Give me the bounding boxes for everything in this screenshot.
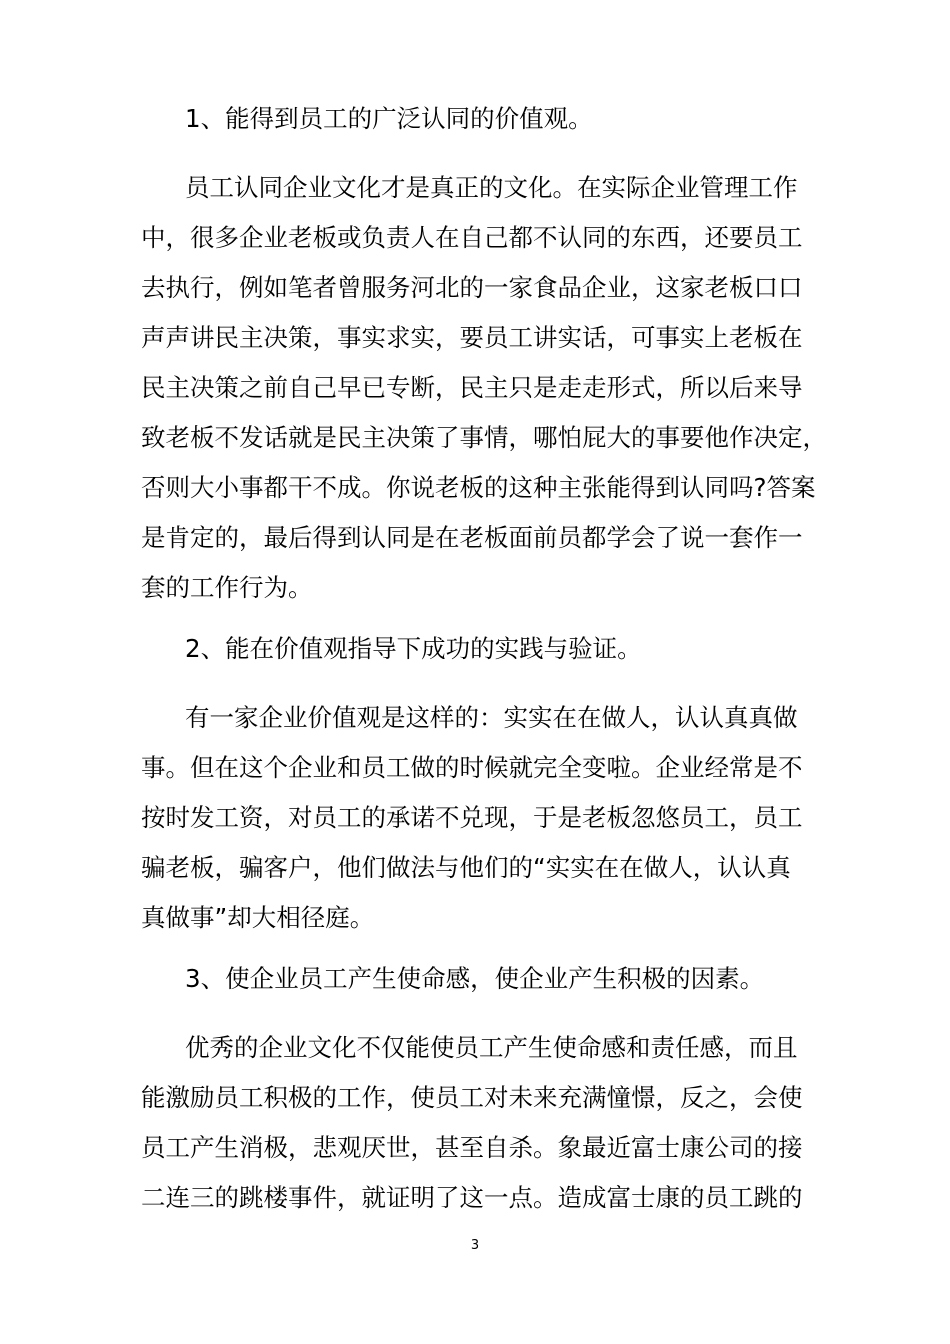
paragraph-2-line-1: 有一家企业价值观是这样的：实实在在做人，认认真真做 [185,703,798,732]
paragraph-1-line-9: 套的工作行为。 [141,573,313,602]
paragraph-3-line-4: 二连三的跳楼事件，就证明了这一点。造成富士康的员工跳的 [141,1183,803,1212]
paragraph-1-line-2: 中，很多企业老板或负责人在自己都不认同的东西，还要员工 [141,223,803,252]
paragraph-2-line-2: 事。但在这个企业和员工做的时候就完全变啦。企业经常是不 [141,753,803,782]
section-heading-2: 2、能在价值观指导下成功的实践与验证。 [185,634,642,663]
paragraph-1-line-6: 致老板不发话就是民主决策了事情，哪怕屁大的事要他作决定， [141,423,827,452]
page-number: 3 [470,1238,480,1253]
paragraph-1-line-3: 去执行，例如笔者曾服务河北的一家食品企业，这家老板口口 [141,273,803,302]
paragraph-2-line-5: 真做事”却大相径庭。 [141,903,375,932]
paragraph-3-line-3: 员工产生消极，悲观厌世，甚至自杀。象最近富士康公司的接 [141,1133,803,1162]
paragraph-3-line-1: 优秀的企业文化不仅能使员工产生使命感和责任感，而且 [185,1033,798,1062]
section-heading-1: 1、能得到员工的广泛认同的价值观。 [185,104,593,133]
paragraph-3-line-2: 能激励员工积极的工作，使员工对未来充满憧憬，反之，会使 [141,1083,803,1112]
paragraph-1-line-4: 声声讲民主决策，事实求实，要员工讲实话，可事实上老板在 [141,323,803,352]
paragraph-1-line-7: 否则大小事都干不成。你说老板的这种主张能得到认同吗?答案 [141,473,816,502]
paragraph-2-line-3: 按时发工资，对员工的承诺不兑现，于是老板忽悠员工，员工 [141,803,803,832]
paragraph-1-line-5: 民主决策之前自己早已专断，民主只是走走形式，所以后来导 [141,373,803,402]
section-heading-3: 3、使企业员工产生使命感，使企业产生积极的因素。 [185,964,765,993]
paragraph-1-line-8: 是肯定的，最后得到认同是在老板面前员都学会了说一套作一 [141,523,803,552]
paragraph-2-line-4: 骗老板，骗客户，他们做法与他们的“实实在在做人，认认真 [141,853,791,882]
paragraph-1-line-1: 员工认同企业文化才是真正的文化。在实际企业管理工作 [185,173,798,202]
